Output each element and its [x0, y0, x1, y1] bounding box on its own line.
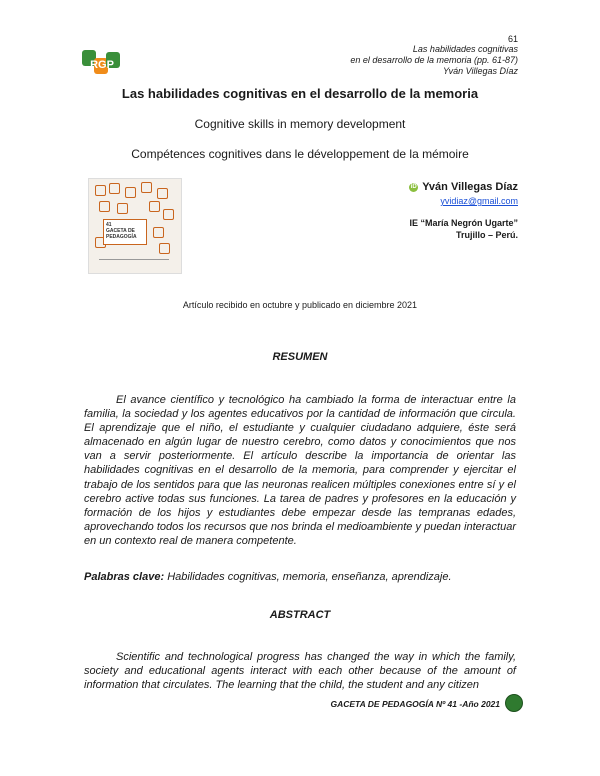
journal-logo: [80, 46, 124, 80]
abstract-heading: ABSTRACT: [269, 609, 331, 621]
cover-title-box: [103, 219, 147, 245]
author-affiliation: [409, 217, 518, 241]
abstract-body: Scientific and technological progress has changed the way in which the family, society and educational agents interact with each other because of the amount of information that circulates. The learning that the child, the student and any citizen: [84, 651, 516, 692]
journal-cover-image: [88, 178, 182, 274]
running-header: [350, 44, 518, 77]
cover-journal-line2: PEDAGOGÍA: [106, 234, 137, 240]
keywords-label: Palabras clave:: [84, 571, 165, 583]
author-location: Trujillo – Perú.: [455, 230, 518, 240]
keywords-text: Habilidades cognitivas, memoria, enseñanza, aprendizaje.: [167, 571, 452, 583]
article-title-french: Compétences cognitives dans le développement de la mémoire: [131, 147, 469, 161]
running-author: Yván Villegas Díaz: [442, 66, 518, 76]
author-line: [409, 181, 518, 193]
running-title-line1: Las habilidades cognitivas: [412, 44, 518, 54]
logo-text: RGP: [90, 59, 114, 71]
cover-footer-rule: [99, 259, 169, 268]
page-number: 61: [507, 34, 518, 44]
cover-issue: 41: [106, 222, 112, 228]
article-title-english: Cognitive skills in memory development: [194, 117, 406, 131]
journal-footer: GACETA DE PEDAGOGÍA Nº 41 -Año 2021: [330, 699, 500, 709]
author-name: Yván Villegas Díaz: [422, 181, 518, 193]
institution-seal-icon: [505, 694, 523, 712]
keywords: [84, 570, 516, 584]
running-title-line2: en el desarrollo de la memoria (pp. 61-87): [350, 55, 518, 65]
received-note: Artículo recibido en octubre y publicado en diciembre 2021: [182, 300, 418, 310]
author-email-link[interactable]: yvidiaz@gmail.com: [440, 196, 518, 206]
resumen-heading: RESUMEN: [272, 351, 328, 363]
resumen-body: El avance científico y tecnológico ha cambiado la forma de interactuar entre la familia, la sociedad y los agentes educativos por la cantidad de información que circula. El aprendizaje que el niño, el estudiante y cualquier ciudadano adquiere, éste será almacenado en algún lugar de nuestro cerebro, como datos y conocimientos que nos van a servir posteriormente. El artículo describe la importancia de orientar las habilidades cognitivas en el desarrollo de la memoria, para comprender y ejercitar el trabajo de los sentidos para que las neuronas realicen múltiples conexiones entre sí y el cerebro active todas sus funciones. La tarea de padres y profesores en la educación y formación de los hijos y estudiantes debe empezar desde las tempranas edades, aprovechando todos los recursos que nos brinda el medioambiente y puedan interactuar en un contexto real de manera competente.: [84, 394, 516, 547]
article-title: Las habilidades cognitivas en el desarrollo de la memoria: [121, 86, 479, 101]
cover-journal-line1: GACETA DE: [106, 228, 135, 234]
orcid-icon[interactable]: iD: [410, 183, 417, 190]
author-institution: IE “María Negrón Ugarte”: [409, 218, 518, 228]
